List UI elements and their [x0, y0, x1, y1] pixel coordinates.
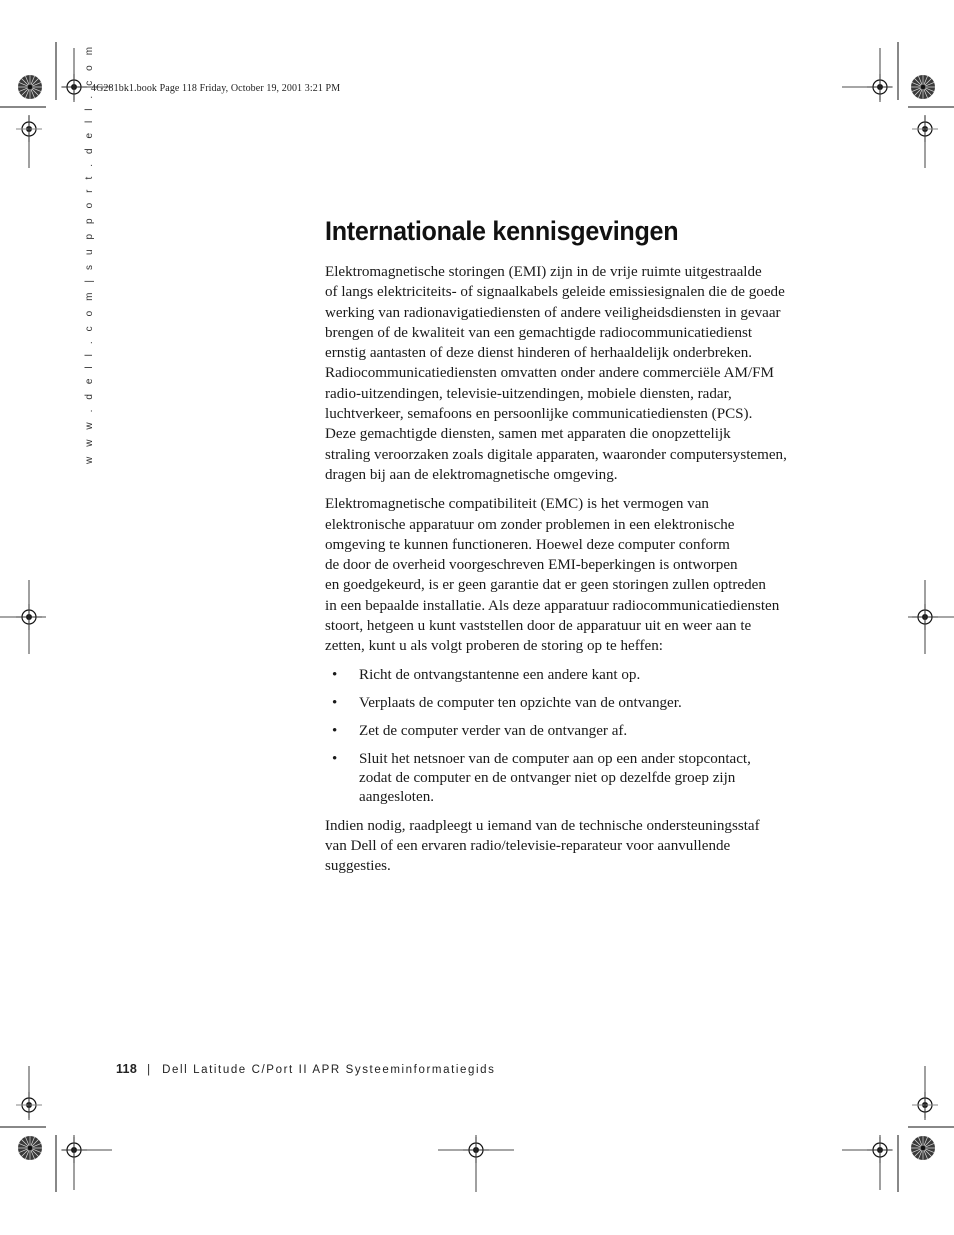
text-line: zetten, kunt u als volgt proberen de storing op te heffen:	[325, 638, 663, 655]
text-line: Zet de computer verder van de ontvanger af.	[359, 722, 628, 739]
text-line: Radiocommunicatiediensten omvatten onder andere commerciële AM/FM	[325, 365, 774, 382]
text-line: radio-uitzendingen, televisie-uitzendingen, mobiele diensten, radar,	[325, 385, 732, 402]
text-line: dragen bij aan de elektromagnetische omgeving.	[325, 466, 618, 483]
page-number: 118	[116, 1062, 138, 1076]
text-line: Elektromagnetische compatibiliteit (EMC) is het vermogen van	[325, 496, 709, 513]
text-line: Elektromagnetische storingen (EMI) zijn in de vrije ruimte uitgestraalde	[325, 264, 762, 280]
text-line: werking van radionavigatiediensten of andere veiligheidsdiensten in gevaar	[325, 304, 781, 321]
print-header: 4G281bk1.book Page 118 Friday, October 19, 2001 3:21 PM	[91, 83, 341, 94]
paragraph-emi	[325, 262, 817, 485]
text-line: suggesties.	[325, 858, 391, 875]
text-line: Indien nodig, raadpleegt u iemand van de technische ondersteuningsstaf	[325, 817, 760, 834]
bullet-icon: •	[332, 694, 338, 711]
list-item-text	[359, 666, 817, 685]
text-line: Richt de ontvangstantenne een andere kant op.	[359, 666, 641, 683]
star-target-top-right	[911, 75, 935, 99]
text-line: stoort, hetgeen u kunt vaststellen door de apparatuur uit en weer aan te	[325, 618, 752, 635]
page-content	[325, 212, 817, 886]
text-line: de door de overheid voorgeschreven EMI-beperkingen is ontworpen	[325, 557, 738, 574]
text-line: Sluit het netsnoer van de computer aan op een ander stopcontact,	[359, 750, 751, 767]
list-item-text	[359, 722, 817, 741]
footer-document-title: Dell Latitude C/Port II APR Systeeminformatiegids	[162, 1064, 496, 1076]
text-line: omgeving te kunnen functioneren. Hoewel deze computer conform	[325, 536, 730, 553]
bullet-list	[325, 666, 817, 807]
bullet-icon: •	[332, 722, 338, 739]
list-item-text	[359, 694, 817, 713]
list-item	[325, 666, 817, 685]
text-line: ernstig aantasten of deze dienst hinderen of herhaaldelijk onderbreken.	[325, 345, 753, 362]
star-target-bottom-right	[911, 1136, 935, 1160]
text-line: straling veroorzaken zoals digitale apparaten, waaronder computersystemen,	[325, 446, 787, 463]
text-line: Deze gemachtigde diensten, samen met apparaten die onopzettelijk	[325, 426, 731, 443]
list-item-text	[359, 750, 817, 807]
list-item	[325, 694, 817, 713]
text-line: zodat de computer en de ontvanger niet op dezelfde groep zijn	[359, 769, 736, 786]
page-footer	[116, 1062, 496, 1076]
text-line: Verplaats de computer ten opzichte van de ontvanger.	[359, 694, 682, 711]
text-line: van Dell of een ervaren radio/televisie-reparateur voor aanvullende	[325, 837, 731, 854]
text-line: en goedgekeurd, is er geen garantie dat er geen storingen zullen optreden	[325, 577, 766, 594]
text-line: luchtverkeer, semafoons en persoonlijke communicatiediensten (PCS).	[325, 406, 753, 423]
paragraph-emc	[325, 494, 817, 656]
text-line: of langs elektriciteits- of signaalkabels geleide emissiesignalen die de goede	[325, 284, 785, 301]
list-item	[325, 722, 817, 741]
paragraph-closing	[325, 816, 817, 877]
star-target-bottom-left	[18, 1136, 42, 1160]
footer-separator: |	[147, 1064, 151, 1076]
text-line: elektronische apparatuur om zonder problemen in een elektronische	[325, 516, 735, 533]
text-line: aangesloten.	[359, 788, 435, 805]
bullet-icon: •	[332, 666, 338, 683]
text-line: brengen of de kwaliteit van een gemachtigde radiocommunicatiedienst	[325, 324, 753, 341]
page-title: Internationale kennisgevingen	[325, 216, 679, 246]
star-target-top-left	[18, 75, 42, 99]
side-website-url: w w w . d e l l . c o m | s u p p o r t . d e l l . c o m	[84, 43, 95, 464]
bullet-icon: •	[332, 750, 338, 767]
list-item	[325, 750, 817, 807]
text-line: in een bepaalde installatie. Als deze apparatuur radiocommunicatiediensten	[325, 597, 780, 614]
